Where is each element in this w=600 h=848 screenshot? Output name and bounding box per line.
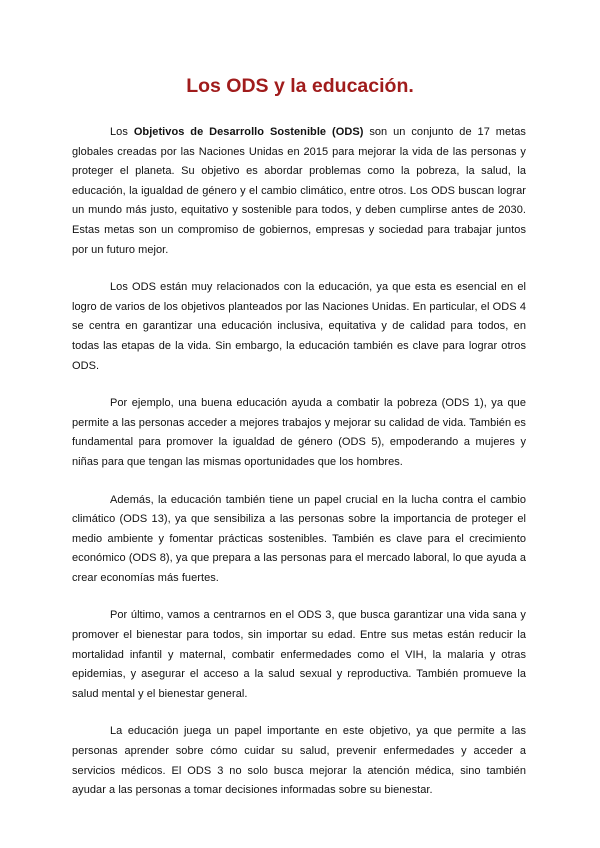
paragraph-text: son un conjunto de 17 metas globales creadas por las Naciones Unidas en 2015 para mejorar la vida de las personas y proteger el planeta. Su objetivo es abordar problemas como la pobreza, la salud, la educación, la igualdad de género y el cambio climático, entre otros. Los ODS buscan lograr un mundo más justo, equitativo y sostenible para todos, y deben cumplirse antes de 2030. Estas metas son un compromiso de gobiernos, empresas y sociedad para trabajar juntos por un futuro mejor.: [72, 126, 526, 256]
paragraph-education-link: Los ODS están muy relacionados con la educación, ya que esta es esencial en el logro de varios de los objetivos planteados por las Naciones Unidas. En particular, el ODS 4 se centra en garantizar una educación inclusiva, equitativa y de calidad para todos, en todas las etapas de la vida. Sin embargo, la educación también es clave para lograr otros ODS.: [72, 281, 526, 372]
paragraph-climate-economy: Además, la educación también tiene un papel crucial en la lucha contra el cambio climático (ODS 13), ya que sensibiliza a las personas sobre la importancia de proteger el medio ambiente y fomentar prácticas sostenibles. También es clave para el crecimiento económico (ODS 8), ya que prepara a las personas para el mercado laboral, lo que ayuda a crear economías más fuertes.: [72, 493, 526, 584]
paragraph-lead: Los: [110, 126, 134, 138]
paragraph-conclusion: La educación juega un papel importante en este objetivo, ya que permite a las personas aprender sobre cómo cuidar su salud, prevenir enfermedades y acceder a servicios médicos. El ODS 3 no solo busca mejorar la atención médica, sino también ayudar a las personas a tomar decisiones informadas sobre su bienestar.: [72, 725, 526, 797]
page-title: Los ODS y la educación.: [186, 75, 414, 97]
bold-term: Objetivos de Desarrollo Sostenible (ODS): [133, 126, 364, 138]
document-body: [72, 123, 526, 819]
paragraph-ods3: Por último, vamos a centrarnos en el ODS 3, que busca garantizar una vida sana y promover el bienestar para todos, sin importar su edad. Entre sus metas están reducir la mortalidad infantil y maternal, combatir enfermedades como el VIH, la malaria y otras epidemias, y asegurar el acceso a la salud sexual y reproductiva. También promueve la salud mental y el bienestar general.: [72, 609, 526, 700]
paragraph-examples: Por ejemplo, una buena educación ayuda a combatir la pobreza (ODS 1), ya que permite a las personas acceder a mejores trabajos y mejorar su calidad de vida. También es fundamental para promover la igualdad de género (ODS 5), empoderando a mujeres y niñas para que tengan las mismas oportunidades que los hombres.: [72, 397, 526, 468]
paragraph-intro: [72, 123, 526, 260]
